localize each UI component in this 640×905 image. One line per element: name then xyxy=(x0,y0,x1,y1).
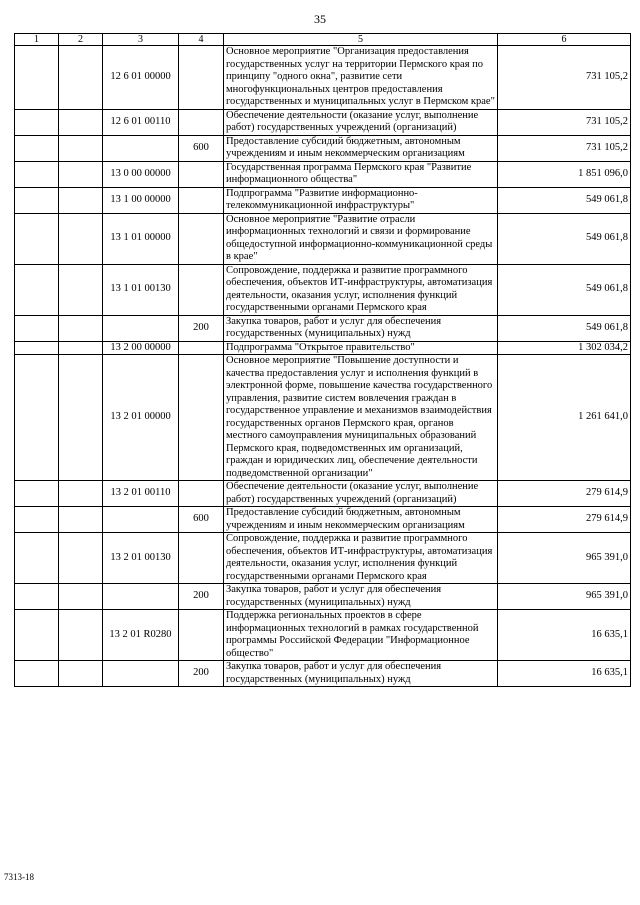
budget-table xyxy=(14,33,631,687)
cell-expense-type xyxy=(179,341,224,355)
cell-target-code xyxy=(103,661,179,687)
cell-amount: 731 105,2 xyxy=(498,46,631,110)
table-header-row xyxy=(15,34,631,46)
cell-subsection xyxy=(59,46,103,110)
cell-section xyxy=(15,264,59,315)
cell-section xyxy=(15,610,59,661)
cell-amount: 731 105,2 xyxy=(498,135,631,161)
cell-amount: 1 851 096,0 xyxy=(498,161,631,187)
table-row xyxy=(15,341,631,355)
table-row xyxy=(15,610,631,661)
cell-section xyxy=(15,533,59,584)
cell-expense-type xyxy=(179,187,224,213)
cell-section xyxy=(15,46,59,110)
cell-amount: 965 391,0 xyxy=(498,533,631,584)
cell-amount: 1 302 034,2 xyxy=(498,341,631,355)
cell-target-code xyxy=(103,315,179,341)
table-row xyxy=(15,135,631,161)
cell-target-code xyxy=(103,135,179,161)
cell-target-code: 13 1 01 00000 xyxy=(103,213,179,264)
cell-section xyxy=(15,213,59,264)
cell-expense-type xyxy=(179,161,224,187)
cell-target-code: 12 6 01 00110 xyxy=(103,109,179,135)
cell-subsection xyxy=(59,109,103,135)
cell-subsection xyxy=(59,355,103,481)
cell-section xyxy=(15,584,59,610)
cell-description: Закупка товаров, работ и услуг для обеспечения государственных (муниципальных) нужд xyxy=(224,315,498,341)
cell-section xyxy=(15,661,59,687)
cell-target-code: 13 1 01 00130 xyxy=(103,264,179,315)
cell-amount: 279 614,9 xyxy=(498,507,631,533)
cell-section xyxy=(15,341,59,355)
cell-subsection xyxy=(59,507,103,533)
table-row xyxy=(15,507,631,533)
column-header: 6 xyxy=(498,34,631,46)
table-row xyxy=(15,481,631,507)
cell-target-code: 13 2 01 00130 xyxy=(103,533,179,584)
table-row xyxy=(15,315,631,341)
column-header: 1 xyxy=(15,34,59,46)
cell-section xyxy=(15,161,59,187)
cell-target-code: 13 0 00 00000 xyxy=(103,161,179,187)
cell-target-code: 13 2 01 00110 xyxy=(103,481,179,507)
cell-description: Предоставление субсидий бюджетным, автономным учреждениям и иным некоммерческим организациям xyxy=(224,135,498,161)
cell-expense-type: 200 xyxy=(179,315,224,341)
cell-expense-type xyxy=(179,355,224,481)
cell-description: Основное мероприятие "Организация предоставления государственных услуг на территории Пермского края по принципу "одного окна", развитие сети многофункциональных центров предоставления государственных и муниципальных услуг в Пермском крае" xyxy=(224,46,498,110)
cell-amount: 1 261 641,0 xyxy=(498,355,631,481)
cell-description: Основное мероприятие "Повышение доступности и качества предоставления услуг и исполнения функций в электронной форме, повышение качества государственного управления, развитие систем вовлечения граждан в государственное управление и механизмов взаимодействия государственных органов Пермского края, органов местного самоуправления муниципальных образований Пермского края, подведомственных им организаций, граждан и юридических лиц, обеспечение деятельности подведомственной организации" xyxy=(224,355,498,481)
cell-target-code: 13 2 01 R0280 xyxy=(103,610,179,661)
cell-description: Основное мероприятие "Развитие отрасли информационных технологий и связи и формирование общедоступной информационно-коммуникационной среды в крае" xyxy=(224,213,498,264)
cell-target-code: 12 6 01 00000 xyxy=(103,46,179,110)
cell-subsection xyxy=(59,610,103,661)
table-row xyxy=(15,355,631,481)
cell-amount: 279 614,9 xyxy=(498,481,631,507)
cell-description: Обеспечение деятельности (оказание услуг, выполнение работ) государственных учреждений (организаций) xyxy=(224,109,498,135)
cell-description: Подпрограмма "Развитие информационно-телекоммуникационной инфраструктуры" xyxy=(224,187,498,213)
cell-section xyxy=(15,507,59,533)
table-row xyxy=(15,533,631,584)
cell-target-code: 13 2 00 00000 xyxy=(103,341,179,355)
table-row xyxy=(15,661,631,687)
cell-section xyxy=(15,355,59,481)
cell-description: Сопровождение, поддержка и развитие программного обеспечения, объектов ИТ-инфраструктуры, автоматизация деятельности, оказания услуг, исполнения функций государственными органами Пермского края xyxy=(224,264,498,315)
cell-description: Предоставление субсидий бюджетным, автономным учреждениям и иным некоммерческим организациям xyxy=(224,507,498,533)
cell-description: Обеспечение деятельности (оказание услуг, выполнение работ) государственных учреждений (организаций) xyxy=(224,481,498,507)
cell-expense-type xyxy=(179,533,224,584)
cell-expense-type xyxy=(179,610,224,661)
cell-target-code: 13 1 00 00000 xyxy=(103,187,179,213)
cell-section xyxy=(15,109,59,135)
cell-expense-type xyxy=(179,213,224,264)
cell-section xyxy=(15,187,59,213)
cell-section xyxy=(15,315,59,341)
cell-expense-type xyxy=(179,481,224,507)
table-row xyxy=(15,187,631,213)
document-code: 7313-18 xyxy=(4,872,34,882)
column-header: 3 xyxy=(103,34,179,46)
cell-subsection xyxy=(59,533,103,584)
cell-subsection xyxy=(59,264,103,315)
cell-subsection xyxy=(59,661,103,687)
cell-subsection xyxy=(59,135,103,161)
cell-amount: 549 061,8 xyxy=(498,264,631,315)
cell-description: Закупка товаров, работ и услуг для обеспечения государственных (муниципальных) нужд xyxy=(224,661,498,687)
table-row xyxy=(15,213,631,264)
cell-expense-type: 600 xyxy=(179,507,224,533)
table-row xyxy=(15,161,631,187)
cell-description: Поддержка региональных проектов в сфере информационных технологий в рамках государственной программы Российской Федерации "Информационное общество" xyxy=(224,610,498,661)
cell-subsection xyxy=(59,213,103,264)
cell-target-code: 13 2 01 00000 xyxy=(103,355,179,481)
page-number: 35 xyxy=(314,12,326,26)
cell-amount: 549 061,8 xyxy=(498,315,631,341)
cell-subsection xyxy=(59,187,103,213)
cell-expense-type xyxy=(179,109,224,135)
cell-subsection xyxy=(59,481,103,507)
table-row xyxy=(15,109,631,135)
cell-description: Закупка товаров, работ и услуг для обеспечения государственных (муниципальных) нужд xyxy=(224,584,498,610)
cell-amount: 549 061,8 xyxy=(498,213,631,264)
cell-amount: 731 105,2 xyxy=(498,109,631,135)
column-header: 4 xyxy=(179,34,224,46)
cell-expense-type: 200 xyxy=(179,661,224,687)
table-row xyxy=(15,584,631,610)
cell-expense-type xyxy=(179,46,224,110)
cell-amount: 16 635,1 xyxy=(498,610,631,661)
table-row xyxy=(15,46,631,110)
cell-subsection xyxy=(59,584,103,610)
cell-amount: 965 391,0 xyxy=(498,584,631,610)
column-header: 5 xyxy=(224,34,498,46)
cell-expense-type: 600 xyxy=(179,135,224,161)
cell-expense-type xyxy=(179,264,224,315)
table-body xyxy=(15,46,631,687)
cell-description: Подпрограмма "Открытое правительство" xyxy=(224,341,498,355)
cell-expense-type: 200 xyxy=(179,584,224,610)
cell-target-code xyxy=(103,584,179,610)
cell-section xyxy=(15,135,59,161)
cell-subsection xyxy=(59,161,103,187)
cell-amount: 16 635,1 xyxy=(498,661,631,687)
cell-description: Сопровождение, поддержка и развитие программного обеспечения, объектов ИТ-инфраструктуры, автоматизация деятельности, оказания услуг, исполнения функций государственными органами Пермского края xyxy=(224,533,498,584)
cell-description: Государственная программа Пермского края "Развитие информационного общества" xyxy=(224,161,498,187)
cell-target-code xyxy=(103,507,179,533)
table-row xyxy=(15,264,631,315)
cell-subsection xyxy=(59,315,103,341)
cell-section xyxy=(15,481,59,507)
column-header: 2 xyxy=(59,34,103,46)
cell-amount: 549 061,8 xyxy=(498,187,631,213)
cell-subsection xyxy=(59,341,103,355)
